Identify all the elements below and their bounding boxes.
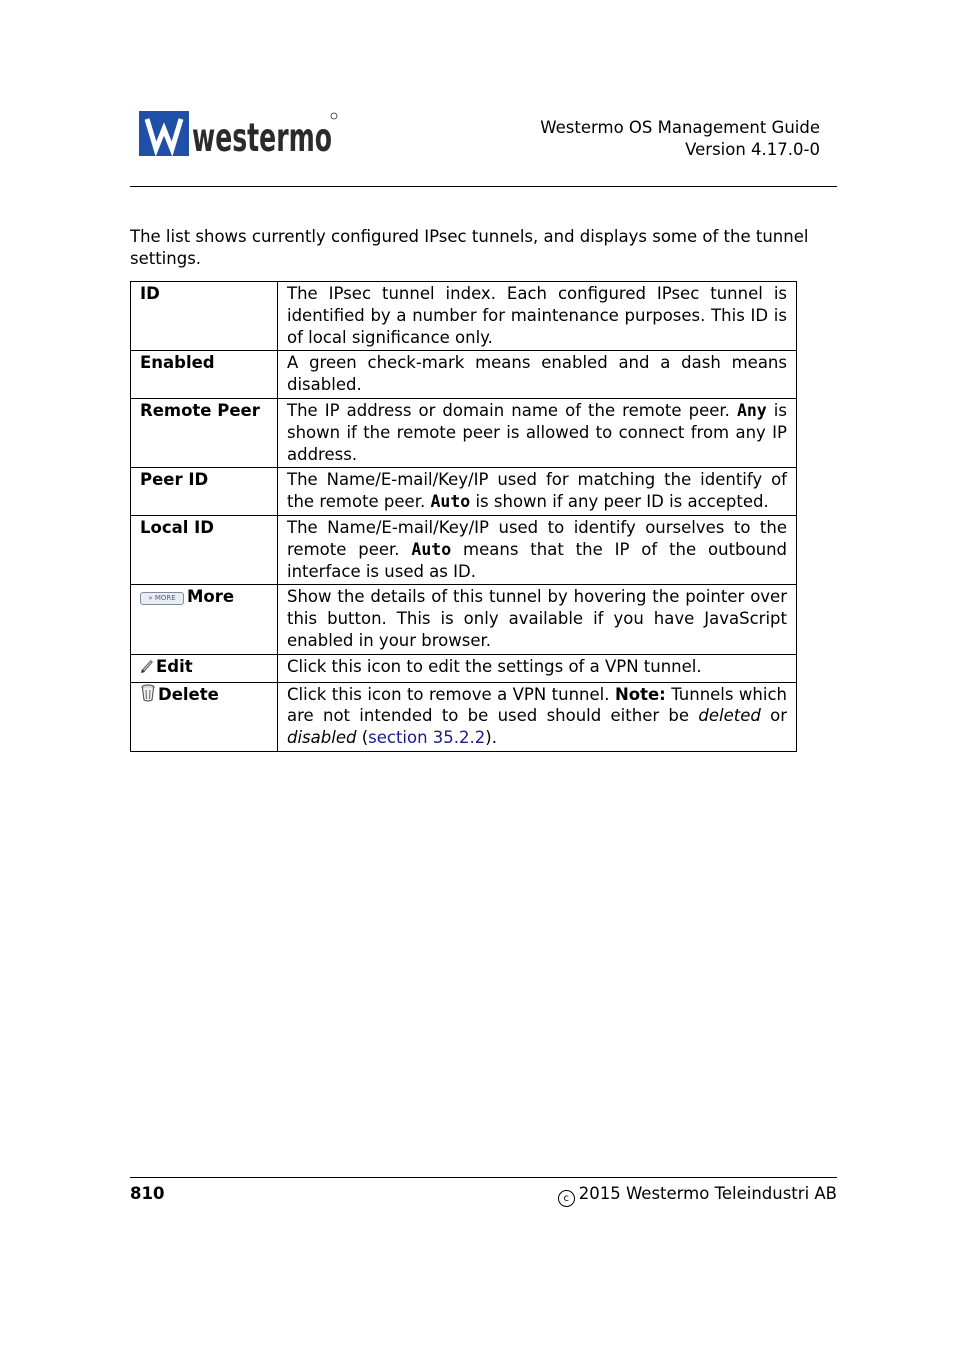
- table-row-delete: [131, 682, 797, 751]
- def-local-id-text-b: means that the IP of the outbound interface is used as ID.: [287, 539, 787, 581]
- trash-icon: [140, 684, 156, 708]
- table-row-remote-peer: [131, 398, 797, 467]
- open-paren: (: [356, 728, 369, 748]
- section-link[interactable]: section 35.2.2: [368, 728, 486, 748]
- footer-divider: [130, 1177, 837, 1178]
- more-button-icon: » MORE: [140, 592, 184, 605]
- term-more: [131, 585, 278, 654]
- term-edit-label: Edit: [156, 656, 193, 676]
- westermo-logo: [139, 110, 339, 161]
- copyright-icon: c: [558, 1190, 575, 1207]
- term-delete: [131, 682, 278, 751]
- document-version: Version 4.17.0-0: [685, 140, 820, 159]
- def-remote-peer-text-a: The IP address or domain name of the remote peer.: [287, 400, 737, 420]
- header-divider: [130, 186, 837, 187]
- term-delete-label: Delete: [158, 684, 219, 704]
- tunnel-fields-table: [130, 281, 797, 752]
- def-local-id: [278, 515, 797, 584]
- intro-paragraph: The list shows currently configured IPsec tunnels, and displays some of the tunnel settings.: [130, 227, 809, 268]
- table-row-more: [131, 585, 797, 654]
- term-more-label: More: [187, 587, 235, 607]
- def-local-id-text-a: The Name/E-mail/Key/IP used to identify ourselves to the remote peer.: [287, 517, 787, 559]
- pencil-icon: [140, 658, 154, 680]
- def-edit: Click this icon to edit the settings of a VPN tunnel.: [278, 654, 797, 682]
- term-enabled: Enabled: [131, 351, 278, 399]
- table-row-local-id: [131, 515, 797, 584]
- def-remote-peer: [278, 398, 797, 467]
- table-row-enabled: [131, 351, 797, 399]
- term-id: ID: [131, 282, 278, 351]
- copyright-text: 2015 Westermo Teleindustri AB: [578, 1184, 837, 1203]
- deleted-word: deleted: [698, 706, 761, 726]
- table-row-id: [131, 282, 797, 351]
- table-row-edit: [131, 654, 797, 682]
- logo-wordmark: westermo: [192, 116, 332, 161]
- table-row-peer-id: [131, 468, 797, 516]
- term-local-id: Local ID: [131, 515, 278, 584]
- def-delete-text-b: Tunnels which are not intended to be used should either be: [287, 684, 787, 726]
- def-peer-id-text-a: The Name/E-mail/Key/IP used for matching the identify of the remote peer.: [287, 470, 787, 512]
- def-delete-text-a: Click this icon to remove a VPN tunnel.: [287, 684, 615, 704]
- def-delete: [278, 682, 797, 751]
- disabled-word: disabled: [287, 728, 357, 748]
- close-paren: ).: [485, 728, 497, 748]
- page-number: 810: [130, 1184, 165, 1203]
- code-auto: Auto: [430, 492, 471, 512]
- document-header: [540, 117, 820, 161]
- def-enabled: A green check-mark means enabled and a dash means disabled.: [278, 351, 797, 399]
- def-id: The IPsec tunnel index. Each configured IPsec tunnel is identified by a number for maintenance purposes. This ID is of local significance only.: [278, 282, 797, 351]
- note-label: Note:: [614, 684, 666, 704]
- term-remote-peer: Remote Peer: [131, 398, 278, 467]
- document-title: Westermo OS Management Guide: [540, 118, 820, 137]
- def-peer-id: [278, 468, 797, 516]
- def-remote-peer-text-b: is shown if the remote peer is allowed to connect from any IP address.: [287, 400, 787, 464]
- code-any: Any: [736, 400, 767, 420]
- term-peer-id: Peer ID: [131, 468, 278, 516]
- def-peer-id-text-b: is shown if any peer ID is accepted.: [470, 492, 769, 512]
- term-edit: [131, 654, 278, 682]
- or-word: or: [760, 706, 788, 726]
- code-auto: Auto: [411, 539, 452, 559]
- copyright: [558, 1183, 837, 1207]
- def-more: Show the details of this tunnel by hovering the pointer over this button. This is only available if you have JavaScript enabled in your browser.: [278, 585, 797, 654]
